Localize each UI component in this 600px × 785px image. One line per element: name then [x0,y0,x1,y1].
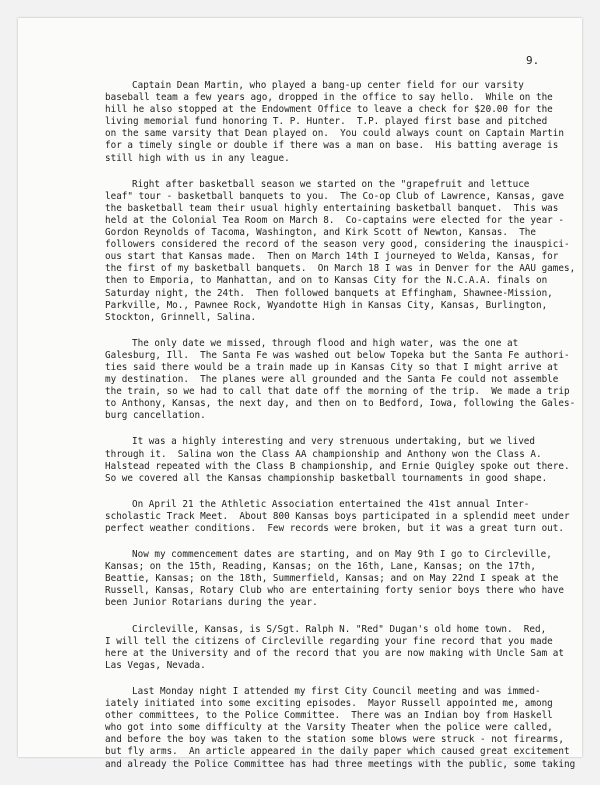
paragraph [105,685,576,771]
text-line: been Junior Rotarians during the year. [105,597,318,609]
paragraph [105,178,576,324]
text-line: Stockton, Grinnell, Salina. [105,311,257,323]
text-line: Beattie, Kansas; on the 18th, Summerfield, Kansas; and on May 22nd I speak at the [105,573,559,585]
text-line: followers considered the record of the season very good, considering the inauspici- [105,239,570,251]
text-line: the train, so we had to call that date off the morning of the trip. We made a trip [105,386,570,398]
text-line: Captain Dean Martin, who played a bang-up center field for our varsity [132,80,524,91]
text-line: leaf" tour - basketball banquets to you. The Co-op Club of Lawrence, Kansas, gave [105,190,564,202]
text-line: but fly arms. An article appeared in the daily paper which caused great excitement [105,746,570,758]
text-line: held at the Colonial Tea Room on March 8. Co-captains were elected for the year - [105,214,564,226]
paragraph [105,337,576,423]
text-line: hill he also stopped at the Endowment Office to leave a check for $20.00 for the [105,104,553,116]
text-line: and already the Police Committee has had three meetings with the public, some taking [105,758,576,770]
text-line: Galesburg, Ill. The Santa Fe was washed out below Topeka but the Santa Fe authori- [105,349,570,361]
text-line: Circleville, Kansas, is S/Sgt. Ralph N. "Red" Dugan's old home town. Red, [132,623,547,635]
text-line: other committees, to the Police Committee. There was an Indian boy from Haskell [105,710,553,722]
text-line: Right after basketball season we started on the "grapefruit and lettuce [132,178,530,190]
text-line: ties said there would be a train made up in Kansas City so that I might arrive at [105,361,559,373]
text-line: Russell, Kansas, Rotary Club who are entertaining forty senior boys there who have [105,585,564,597]
paragraph [105,549,564,609]
paragraph [105,80,564,165]
text-line: Las Vegas, Nevada. [105,659,206,671]
paragraph [105,623,564,672]
text-line: through it. Salina won the Class AA championship and Anthony won the Class A. [105,448,542,460]
text-line: ous start that Kansas made. Then on March 14th I journeyed to Welda, Kansas, for [105,251,559,263]
text-line: for a timely single or double if there was a man on base. His batting average is [105,140,559,152]
letter-body [105,80,576,785]
text-line: perfect weather conditions. Few records were broken, but it was a great turn out. [105,523,564,534]
text-line: scholastic Track Meet. About 800 Kansas boys participated in a splendid meet under [105,510,570,522]
text-line: Now my commencement dates are starting, and on May 9th I go to Circleville, [132,549,552,561]
page-number: 9. [526,54,540,67]
text-line: I will tell the citizens of Circleville regarding your fine record that you made [105,635,553,647]
paragraph [105,436,570,484]
text-line: So we covered all the Kansas championship basketball tournaments in good shape. [105,472,548,484]
text-line: Halstead repeated with the Class B championship, and Ernie Quigley spoke out there. [105,460,570,472]
text-line: Kansas; on the 15th, Reading, Kansas; on the 16th, Lane, Kansas; on the 17th, [105,561,536,573]
text-line: It was a highly interesting and very strenuous undertaking, but we lived [132,436,535,448]
text-line: still high with us in any league. [105,152,290,164]
text-line: Saturday night, the 24th. Then followed banquets at Effingham, Shawnee-Mission, [105,287,553,299]
text-line: who got into some difficulty at the Varsity Theater when the police were called, [105,722,553,734]
text-line: Parkville, Mo., Pawnee Rock, Wyandotte High in Kansas City, Kansas, Burlington, [105,299,548,311]
text-line: then to Emporia, to Manhattan, and on to Kansas City for the N.C.A.A. finals on [105,275,548,287]
text-line: the first of my basketball banquets. On March 18 I was in Denver for the AAU games, [105,263,576,275]
document-page [18,18,582,770]
text-line: The only date we missed, through flood and high water, was the one at [132,337,519,349]
text-line: and before the boy was taken to the station some blows were struck - not firearms, [105,734,564,746]
text-line: living memorial fund honoring T. P. Hunter. T.P. played first base and pitched [105,116,548,128]
text-line: iately initiated into some exciting episodes. Mayor Russell appointed me, among [105,698,553,710]
text-line: baseball team a few years ago, dropped in the office to say hello. While on the [105,92,553,104]
text-line: burg cancellation. [105,410,206,422]
text-line: to Anthony, Kansas, the next day, and then on to Bedford, Iowa, following the Gales- [105,398,576,410]
text-line: my destination. The planes were all grounded and the Santa Fe could not assemble [105,374,559,386]
text-line: Last Monday night I attended my first City Council meeting and was immed- [132,685,541,697]
text-line: on the same varsity that Dean played on. You could always count on Captain Martin [105,128,564,140]
text-line: here at the University and of the record that you are now making with Uncle Sam at [105,647,564,659]
text-line: On April 21 the Athletic Association entertained the 41st annual Inter- [132,498,530,510]
text-line: Gordon Reynolds of Tacoma, Washington, and Kirk Scott of Newton, Kansas. The [105,227,536,239]
text-line: the basketball team their usual highly entertaining basketball banquet. This was [105,202,559,214]
paragraph [105,498,570,535]
